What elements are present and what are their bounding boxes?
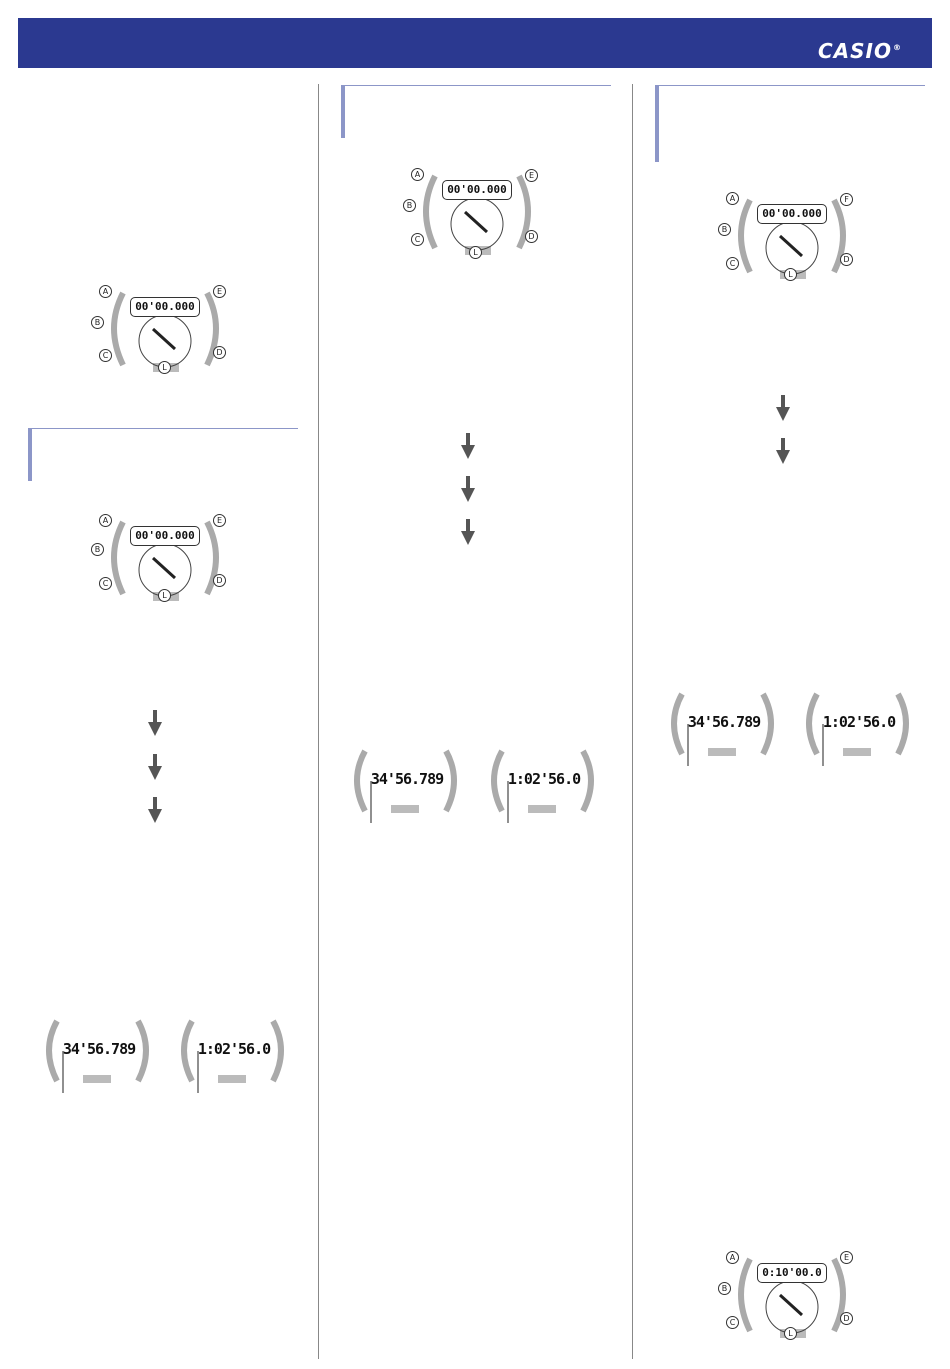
down-arrow-icon <box>461 433 475 459</box>
lcd-display: 00'00.000 <box>757 204 827 224</box>
down-arrow-icon <box>148 754 162 780</box>
lcd-display: 00'00.000 <box>442 180 512 200</box>
split-display-illustration <box>35 1015 160 1095</box>
button-b-label: B <box>91 543 104 556</box>
watch-illustration <box>722 1249 862 1349</box>
watch-illustration <box>95 283 235 383</box>
button-d-label: D <box>840 1312 853 1325</box>
button-d-label: D <box>213 346 226 359</box>
lcd-display: 34'56.789 <box>687 713 761 731</box>
button-a-label: A <box>411 168 424 181</box>
down-arrow-icon <box>776 395 790 421</box>
split-display-illustration <box>480 745 605 825</box>
column-divider-2 <box>632 84 633 1359</box>
button-d-label: D <box>525 230 538 243</box>
down-arrow-icon <box>148 797 162 823</box>
lcd-display: 34'56.789 <box>370 770 444 788</box>
down-arrow-icon <box>148 710 162 736</box>
lcd-display: 0:10'00.0 <box>757 1263 827 1283</box>
section-header-bar-2 <box>341 85 611 138</box>
button-a-label: A <box>726 1251 739 1264</box>
button-b-label: B <box>91 316 104 329</box>
button-a-label: A <box>726 192 739 205</box>
casio-logo <box>818 39 902 63</box>
button-e-label: E <box>840 1251 853 1264</box>
down-arrow-icon <box>461 519 475 545</box>
button-a-label: A <box>99 514 112 527</box>
section-header-bar-1 <box>28 428 298 481</box>
button-d-label: D <box>840 253 853 266</box>
button-c-label: C <box>99 577 112 590</box>
logo-text: CASIO <box>817 39 892 63</box>
button-c-label: C <box>411 233 424 246</box>
button-l-label: L <box>784 268 797 281</box>
button-l-label: L <box>158 589 171 602</box>
watch-illustration <box>95 512 235 612</box>
button-c-label: C <box>726 1316 739 1329</box>
button-b-label: B <box>718 223 731 236</box>
page-header <box>18 18 932 68</box>
lcd-display: 00'00.000 <box>130 297 200 317</box>
registered-mark: ® <box>893 43 902 53</box>
watch-illustration <box>722 190 862 290</box>
button-e-label: E <box>213 514 226 527</box>
lcd-display: 1:02'56.0 <box>822 713 896 731</box>
split-display-illustration <box>170 1015 295 1095</box>
column-divider-1 <box>318 84 319 1359</box>
split-display-illustration <box>795 688 920 768</box>
button-a-label: A <box>99 285 112 298</box>
button-l-label: L <box>469 246 482 259</box>
down-arrow-icon <box>461 476 475 502</box>
button-f-label: F <box>840 193 853 206</box>
lcd-display: 34'56.789 <box>62 1040 136 1058</box>
button-b-label: B <box>718 1282 731 1295</box>
button-l-label: L <box>784 1327 797 1340</box>
button-d-label: D <box>213 574 226 587</box>
lcd-display: 00'00.000 <box>130 526 200 546</box>
button-c-label: C <box>726 257 739 270</box>
button-e-label: E <box>213 285 226 298</box>
section-header-bar-3 <box>655 85 925 162</box>
down-arrow-icon <box>776 438 790 464</box>
button-l-label: L <box>158 361 171 374</box>
lcd-display: 1:02'56.0 <box>197 1040 271 1058</box>
lcd-display: 1:02'56.0 <box>507 770 581 788</box>
button-c-label: C <box>99 349 112 362</box>
split-display-illustration <box>660 688 785 768</box>
button-b-label: B <box>403 199 416 212</box>
watch-illustration <box>407 166 547 266</box>
split-display-illustration <box>343 745 468 825</box>
button-e-label: E <box>525 169 538 182</box>
